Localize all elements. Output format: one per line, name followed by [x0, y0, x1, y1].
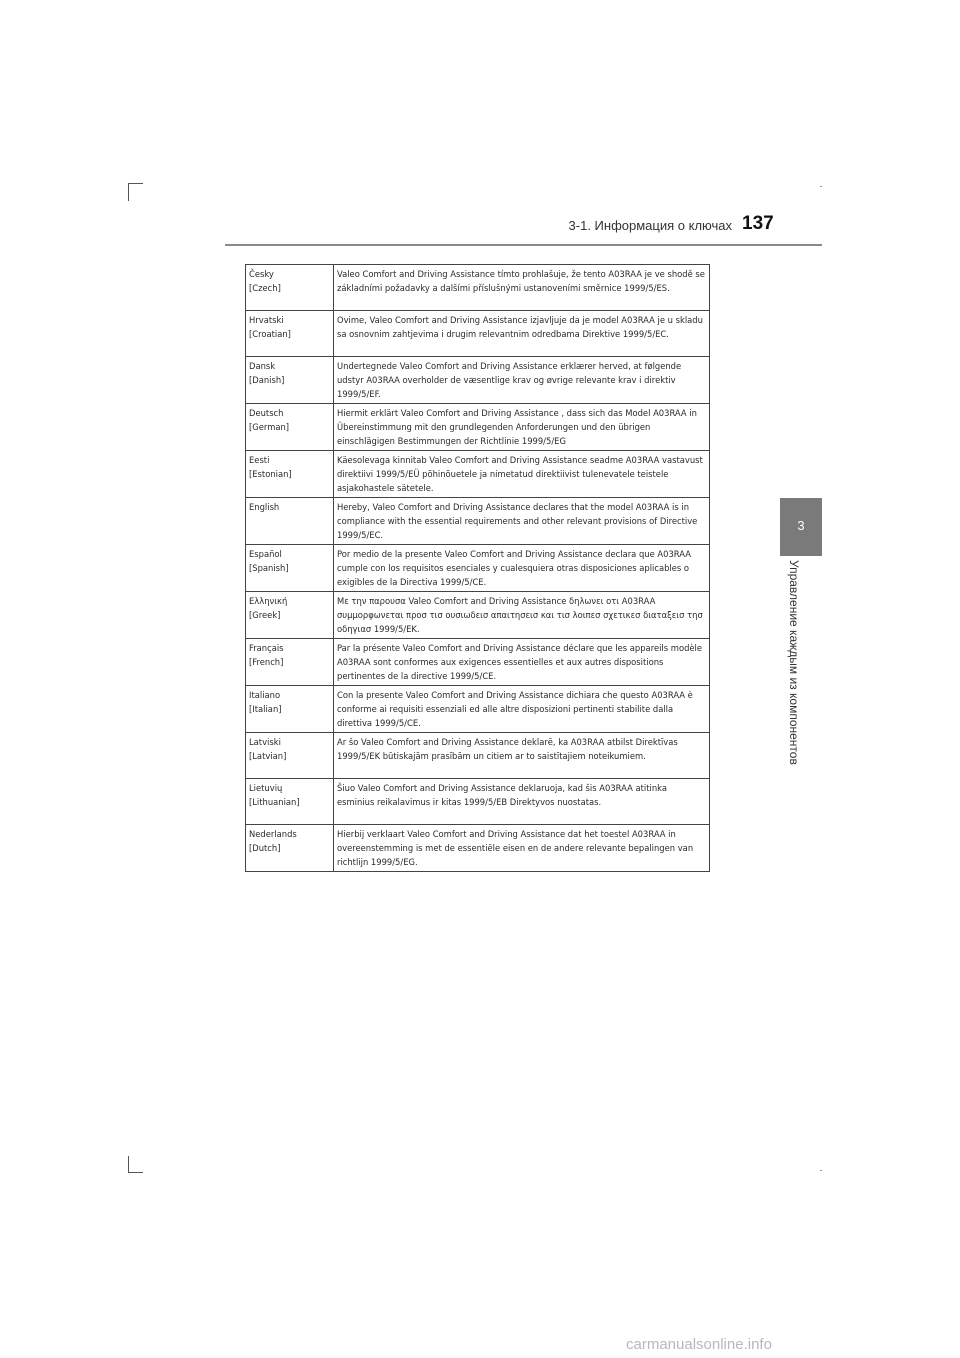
watermark: carmanualsonline.info — [626, 1336, 772, 1353]
table-row — [246, 639, 710, 686]
chapter-tab — [780, 498, 822, 556]
declaration-text: Šiuo Valeo Comfort and Driving Assistance deklaruoja, kad šis A03RAA atitinka esminius reikalavimus ir kitas 1999/5/EB Direktyvos nuostatas. — [334, 779, 710, 825]
language-name: Español — [249, 549, 282, 559]
table-row — [246, 592, 710, 639]
language-name: Dansk — [249, 361, 276, 371]
crop-dot-bottom-right — [820, 1170, 822, 1171]
chapter-label: Управление каждым из компонентов — [787, 560, 801, 765]
language-cell — [246, 404, 334, 451]
crop-mark-bottom-vertical — [128, 1156, 129, 1173]
declaration-text: Valeo Comfort and Driving Assistance tímto prohlašuje, že tento A03RAA je ve shodě se základními požadavky a dalšími příslušnými ustanoveními směrnice 1999/5/ES. — [334, 265, 710, 311]
language-cell — [246, 686, 334, 733]
crop-dot-top-right — [820, 186, 822, 187]
table-row — [246, 825, 710, 872]
chapter-label-wrap — [782, 560, 806, 822]
language-code: [Spanish] — [249, 563, 289, 573]
declaration-table — [245, 264, 710, 872]
language-cell — [246, 733, 334, 779]
language-code: [Danish] — [249, 375, 285, 385]
table-row — [246, 404, 710, 451]
language-cell — [246, 265, 334, 311]
declaration-text: Par la présente Valeo Comfort and Driving Assistance déclare que les appareils modèle A03RAA sont conformes aux exigences essentielles et aux autres dispositions pertinentes de la directive 1999/5/CE. — [334, 639, 710, 686]
language-cell — [246, 451, 334, 498]
declaration-text: Undertegnede Valeo Comfort and Driving Assistance erklærer herved, at følgende udstyr A03RAA overholder de væsentlige krav og øvrige relevante krav i direktiv 1999/5/EF. — [334, 357, 710, 404]
language-name: Deutsch — [249, 408, 284, 418]
language-cell — [246, 825, 334, 872]
language-code: [Dutch] — [249, 843, 281, 853]
language-name: English — [249, 502, 280, 512]
language-name: Lietuvių — [249, 783, 283, 793]
declaration-text: Με την παρουσα Valeo Comfort and Driving Assistance δηλωνει οτι A03RAA συμμορφωνεται προσ τισ ουσιωδεισ απαιτησεισ και τισ λοιπεσ σχετικεσ διαταξεισ τησ οδηγιασ 1999/5/ΕΚ. — [334, 592, 710, 639]
declaration-text: Ovime, Valeo Comfort and Driving Assistance izjavljuje da je model A03RAA je u skladu sa osnovnim zahtjevima i drugim relevantnim odredbama Direktive 1999/5/EC. — [334, 311, 710, 357]
language-code: [Czech] — [249, 283, 281, 293]
language-code: [Greek] — [249, 610, 281, 620]
table-row — [246, 686, 710, 733]
crop-mark-bottom-horizontal — [128, 1172, 143, 1173]
declaration-text: Con la presente Valeo Comfort and Driving Assistance dichiara che questo A03RAA è conforme ai requisiti essenziali ed alle altre disposizioni pertinenti stabilite dalla direttiva 1999/5/CE. — [334, 686, 710, 733]
chapter-number: 3 — [797, 518, 805, 533]
language-name: Eesti — [249, 455, 270, 465]
language-code: [French] — [249, 657, 284, 667]
language-name: Français — [249, 643, 284, 653]
table-row — [246, 357, 710, 404]
language-code: [Estonian] — [249, 469, 292, 479]
header-rule — [225, 244, 822, 246]
table-row — [246, 545, 710, 592]
declaration-text: Por medio de la presente Valeo Comfort and Driving Assistance declara que A03RAA cumple con los requisitos esenciales y cualesquiera otras disposiciones aplicables o exigibles de la Directiva 1999/5/CE. — [334, 545, 710, 592]
language-cell — [246, 545, 334, 592]
declaration-text: Ar šo Valeo Comfort and Driving Assistance deklarē, ka A03RAA atbilst Direktīvas 1999/5/EK būtiskajām prasībām un citiem ar to saistītajiem noteikumiem. — [334, 733, 710, 779]
table-row — [246, 265, 710, 311]
language-cell — [246, 498, 334, 545]
language-code: [Croatian] — [249, 329, 291, 339]
language-name: Hrvatski — [249, 315, 284, 325]
declaration-table-body — [246, 265, 710, 872]
language-cell — [246, 639, 334, 686]
section-title: 3-1. Информация о ключах — [568, 218, 732, 233]
declaration-text: Käesolevaga kinnitab Valeo Comfort and Driving Assistance seadme A03RAA vastavust direktiivi 1999/5/EÜ põhinõuetele ja nimetatud direktiivist tulenevatele teistele asjakohastele sätetele. — [334, 451, 710, 498]
language-name: Italiano — [249, 690, 281, 700]
language-cell — [246, 779, 334, 825]
declaration-text: Hereby, Valeo Comfort and Driving Assistance declares that the model A03RAA is in compliance with the essential requirements and other relevant provisions of Directive 1999/5/EC. — [334, 498, 710, 545]
language-cell — [246, 592, 334, 639]
declaration-text: Hiermit erklärt Valeo Comfort and Driving Assistance , dass sich das Model A03RAA in Übereinstimmung mit den grundlegenden Anforderungen und den übrigen einschlägigen Bestimmungen der Richtlinie 1999/5/EG — [334, 404, 710, 451]
page-number: 137 — [742, 213, 774, 234]
language-cell — [246, 357, 334, 404]
table-row — [246, 733, 710, 779]
language-code: [Lithuanian] — [249, 797, 300, 807]
table-row — [246, 451, 710, 498]
table-row — [246, 779, 710, 825]
language-code: [Latvian] — [249, 751, 287, 761]
language-code: [Italian] — [249, 704, 282, 714]
language-name: Latviski — [249, 737, 281, 747]
language-cell — [246, 311, 334, 357]
table-row — [246, 311, 710, 357]
language-name: Ελληνική — [249, 596, 288, 606]
crop-mark-top-vertical — [128, 183, 129, 201]
declaration-text: Hierbij verklaart Valeo Comfort and Driving Assistance dat het toestel A03RAA in overeenstemming is met de essentiële eisen en de andere relevante bepalingen van richtlijn 1999/5/EG. — [334, 825, 710, 872]
crop-mark-top-horizontal — [128, 183, 143, 184]
language-name: Nederlands — [249, 829, 297, 839]
table-row — [246, 498, 710, 545]
language-name: Česky — [249, 269, 274, 279]
language-code: [German] — [249, 422, 290, 432]
